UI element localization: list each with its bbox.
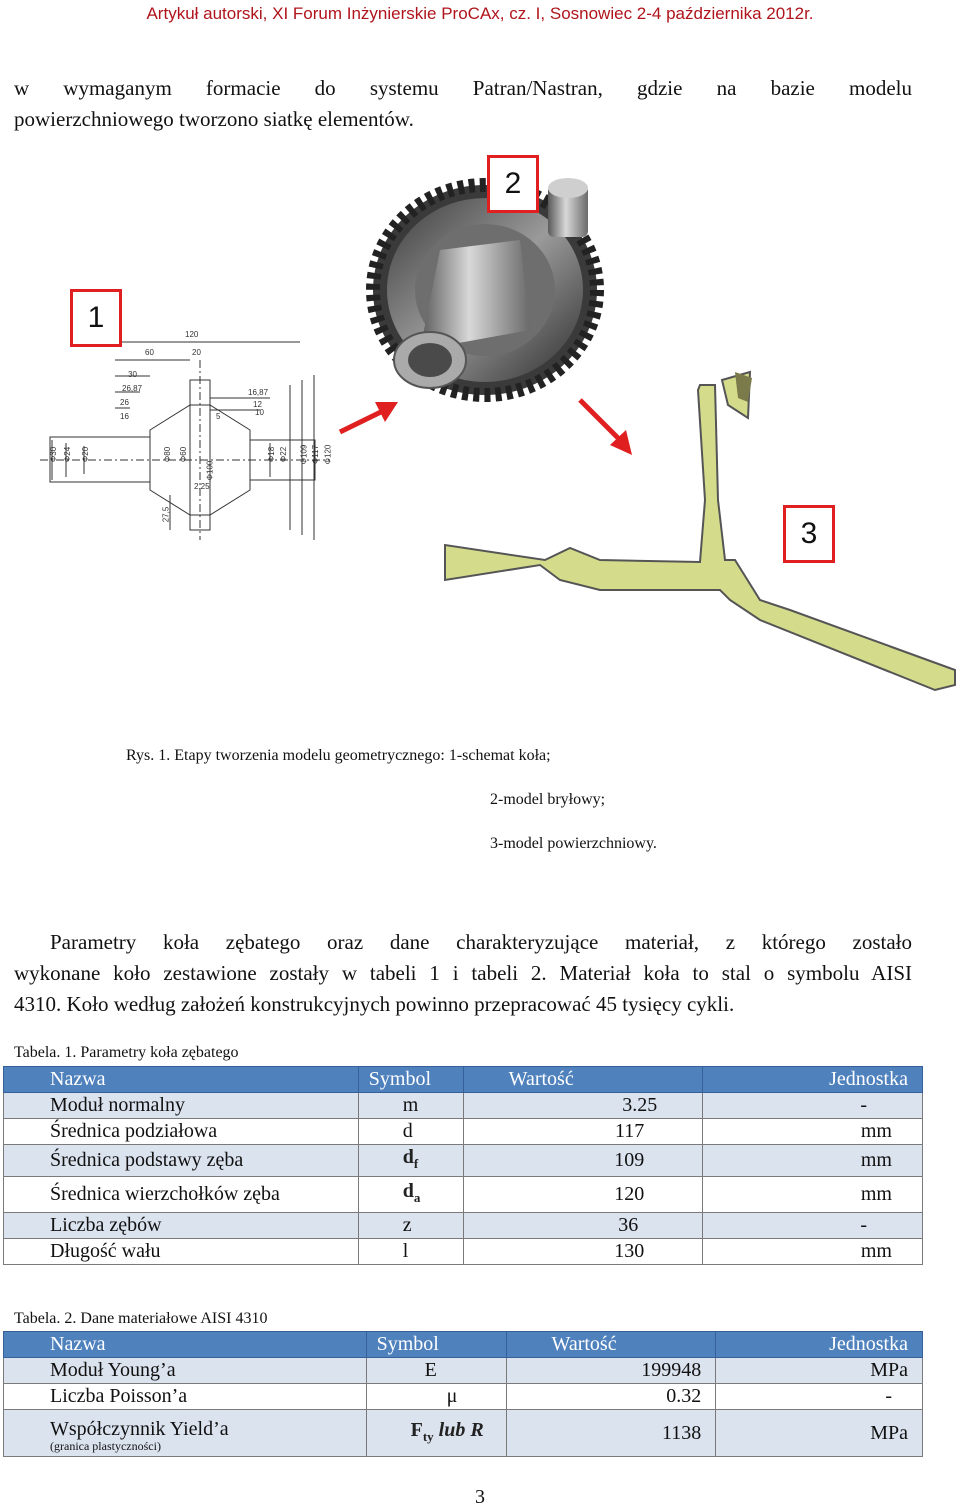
- row-value: 109: [463, 1145, 703, 1177]
- intro-line-2: powierzchniowego tworzono siatkę elementów.: [14, 107, 414, 131]
- table-row: [4, 1093, 923, 1119]
- row-name: Liczba Poisson’a: [4, 1384, 367, 1410]
- dim-12: 12: [253, 400, 262, 409]
- body-line-3: 4310. Koło według założeń konstrukcyjnych powinno przepracować 45 tysięcy cykli.: [14, 992, 735, 1016]
- dim-30: 30: [128, 370, 137, 379]
- dim-phi-80: Φ80: [163, 446, 173, 463]
- table2-caption: Tabela. 2. Dane materiałowe AISI 4310: [14, 1310, 268, 1327]
- dim-10: 10: [255, 408, 264, 417]
- figure-label-3: 3: [783, 505, 835, 563]
- row-value: 199948: [506, 1358, 716, 1384]
- row-symbol: $d_a$: [358, 1177, 463, 1213]
- row-symbol: l: [358, 1239, 463, 1265]
- dim-phi-117: Φ117: [311, 444, 321, 465]
- table-row: [4, 1384, 923, 1410]
- table1: [3, 1066, 923, 1265]
- table2-header-row: [4, 1332, 923, 1358]
- row-value: 117: [463, 1119, 703, 1145]
- table-row: [4, 1358, 923, 1384]
- dim-phi-60: Φ60: [179, 446, 189, 463]
- row-unit: -: [703, 1093, 923, 1119]
- row-name: Średnica podstawy zęba: [4, 1145, 359, 1177]
- row-name: Moduł Young’a: [4, 1358, 367, 1384]
- table-row: [4, 1119, 923, 1145]
- table2-header-value: Wartość: [506, 1332, 716, 1358]
- row-value: 1138: [506, 1410, 716, 1457]
- dim-26: 26: [120, 398, 129, 407]
- body-line-2: wykonane koło zestawione zostały w tabeli 1 i tabeli 2. Materiał koła to stal o symbolu AISI: [14, 961, 912, 985]
- row-symbol: d: [358, 1119, 463, 1145]
- table1-header-name: Nazwa: [4, 1067, 359, 1093]
- running-header: Artykuł autorski, XI Forum Inżynierskie ProCAx, cz. I, Sosnowiec 2-4 października 2012r.: [146, 4, 814, 23]
- dim-phi-100: Φ100: [205, 460, 215, 481]
- dim-26-87: 26,87: [122, 384, 143, 393]
- figure-label-2: 2: [487, 155, 539, 213]
- caption-line-2: 2-model bryłowy;: [490, 791, 606, 808]
- row-unit: MPa: [716, 1410, 923, 1457]
- table1-caption: Tabela. 1. Parametry koła zębatego: [14, 1044, 239, 1061]
- row-unit: mm: [703, 1119, 923, 1145]
- table2-header-unit: Jednostka: [716, 1332, 923, 1358]
- row-unit: -: [716, 1384, 923, 1410]
- table2: [3, 1331, 923, 1457]
- row-value: 0.32: [506, 1384, 716, 1410]
- row-unit: mm: [703, 1177, 923, 1213]
- dim-27-5: 27,5: [161, 506, 171, 523]
- dim-60: 60: [145, 348, 154, 357]
- dim-2-25: 2,25: [194, 482, 210, 491]
- intro-paragraph: [14, 73, 912, 135]
- dim-phi-109: Φ109: [299, 444, 309, 465]
- dim-phi-20: Φ20: [81, 446, 91, 463]
- caption-line-1: Rys. 1. Etapy tworzenia modelu geometrycznego: 1-schemat koła;: [126, 747, 551, 764]
- table2-header-symbol: Symbol: [366, 1332, 506, 1358]
- row-name: Długość wału: [4, 1239, 359, 1265]
- table1-header-row: [4, 1067, 923, 1093]
- row-unit: mm: [703, 1239, 923, 1265]
- row-name: Średnica wierzchołków zęba: [4, 1177, 359, 1213]
- table1-header-unit: Jednostka: [703, 1067, 923, 1093]
- row-name: Moduł normalny: [4, 1093, 359, 1119]
- table-row: [4, 1213, 923, 1239]
- drawing-dimensions: [0, 150, 960, 710]
- dim-5: 5: [216, 412, 221, 421]
- row-value: 3.25: [463, 1093, 703, 1119]
- figure-caption: [126, 747, 826, 853]
- table1-header-value: Wartość: [463, 1067, 703, 1093]
- row-unit: MPa: [716, 1358, 923, 1384]
- row-symbol: μ: [366, 1384, 506, 1410]
- body-paragraph: [14, 927, 912, 1020]
- row-unit: mm: [703, 1145, 923, 1177]
- dim-phi-24: Φ24: [63, 446, 73, 463]
- dim-20: 20: [192, 348, 201, 357]
- table-row: [4, 1145, 923, 1177]
- row-symbol: $d_f$: [358, 1145, 463, 1177]
- row-symbol: E: [366, 1358, 506, 1384]
- table-row: [4, 1410, 923, 1457]
- dim-phi-120: Φ120: [323, 444, 333, 465]
- dim-16: 16: [120, 412, 129, 421]
- row-unit: -: [703, 1213, 923, 1239]
- row-name: Średnica podziałowa: [4, 1119, 359, 1145]
- body-line-1: Parametry koła zębatego oraz dane charakteryzujące materiał, z którego zostało: [50, 930, 912, 954]
- dim-120: 120: [185, 330, 199, 339]
- caption-line-3: 3-model powierzchniowy.: [490, 835, 657, 852]
- dim-16-87: 16,87: [248, 388, 269, 397]
- row-name: Współczynnik Yield’a (granica plastyczności): [4, 1410, 367, 1457]
- intro-line-1: w wymaganym formacie do systemu Patran/Nastran, gdzie na bazie modelu: [14, 76, 912, 100]
- figure-label-1: 1: [70, 289, 122, 347]
- row-value: 36: [463, 1213, 703, 1239]
- row-symbol: z: [358, 1213, 463, 1239]
- table-row: [4, 1239, 923, 1265]
- row-name: Liczba zębów: [4, 1213, 359, 1239]
- row-symbol: $F_{ty}$ lub R: [366, 1410, 506, 1457]
- figure: [0, 150, 960, 710]
- page-number: 3: [475, 1486, 485, 1508]
- dim-phi-30: Φ30: [49, 446, 59, 463]
- row-symbol: m: [358, 1093, 463, 1119]
- table-row: [4, 1177, 923, 1213]
- row-value: 120: [463, 1177, 703, 1213]
- row-value: 130: [463, 1239, 703, 1265]
- table1-header-symbol: Symbol: [358, 1067, 463, 1093]
- dim-phi-22: Φ22: [279, 446, 289, 463]
- dim-phi-18: Φ18: [267, 446, 277, 463]
- table2-header-name: Nazwa: [4, 1332, 367, 1358]
